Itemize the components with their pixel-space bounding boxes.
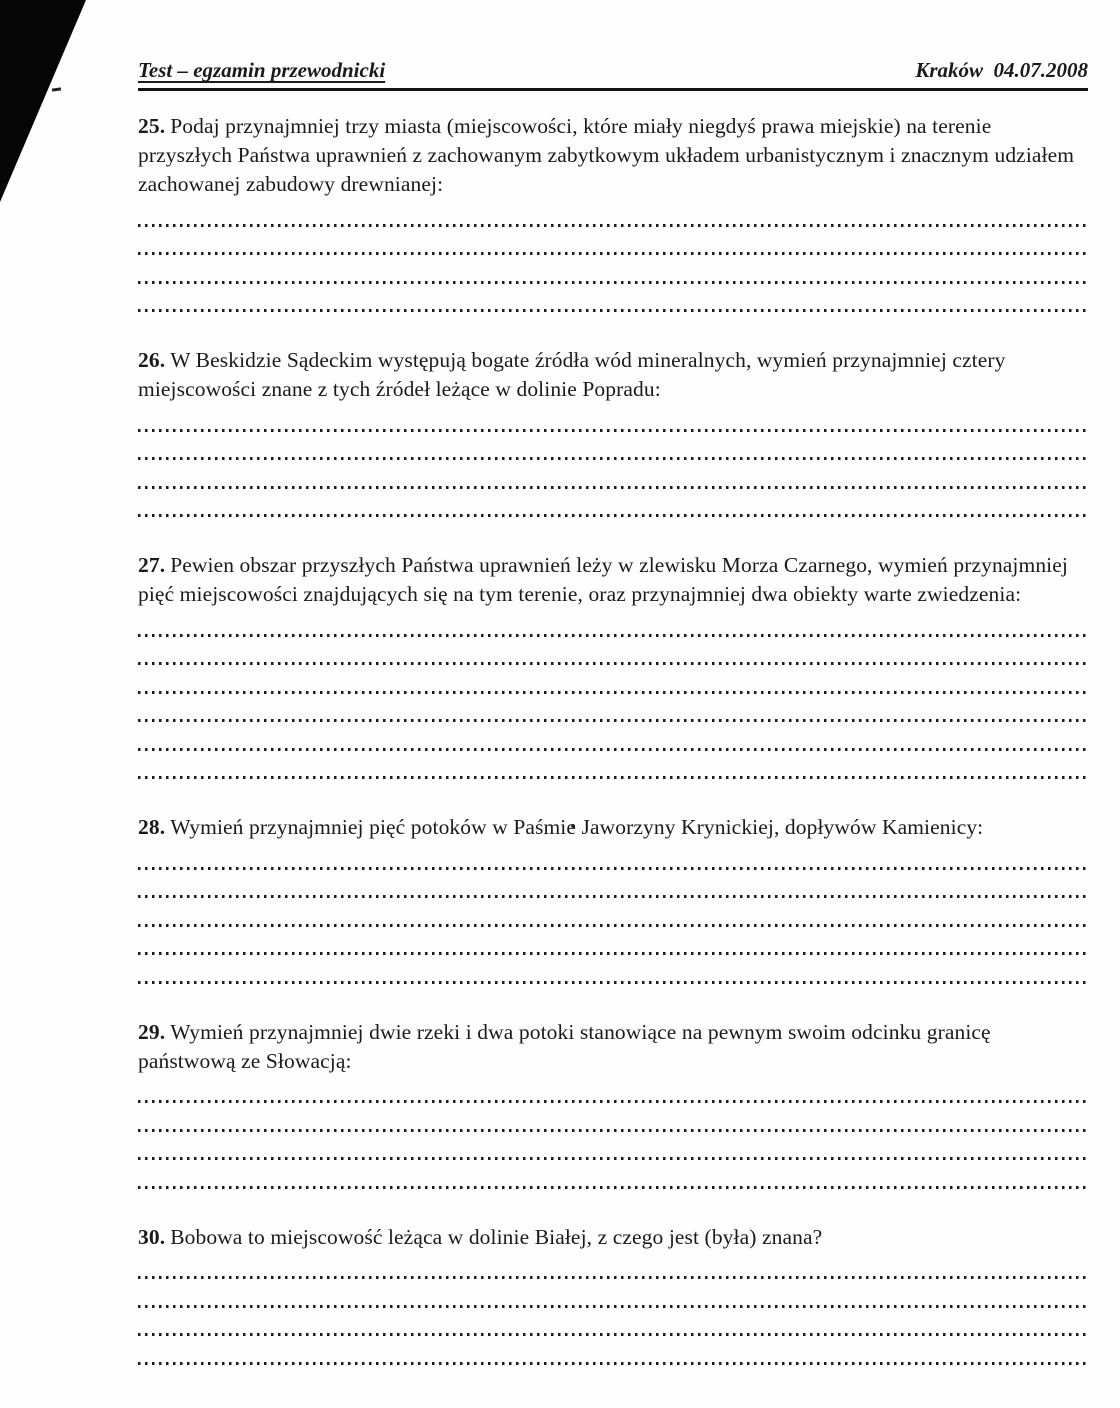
question-block: [138, 1223, 1088, 1367]
answer-line: [138, 462, 1088, 491]
question-body: Wymień przynajmniej pięć potoków w Paśmie Jaworzyny Krynickiej, dopływów Kamienicy:: [170, 815, 984, 839]
answer-lines: [138, 405, 1088, 519]
answer-line: [138, 724, 1088, 753]
answer-lines: [138, 610, 1088, 781]
answer-line: [138, 667, 1088, 696]
question-text: [138, 112, 1088, 199]
answer-line: [138, 257, 1088, 286]
question-body: W Beskidzie Sądeckim występują bogate źródła wód mineralnych, wymień przynajmniej cztery miejscowości znane z tych źródeł leżące w dolinie Popradu:: [138, 348, 1006, 401]
question-block: [138, 346, 1088, 519]
answer-line: [138, 696, 1088, 725]
answer-line: [138, 1077, 1088, 1106]
answer-line: [138, 929, 1088, 958]
question-number: 27.: [138, 553, 166, 577]
answer-line: [138, 1281, 1088, 1310]
question-text: [138, 346, 1088, 404]
question-body: Podaj przynajmniej trzy miasta (miejscowości, które miały niegdyś prawa miejskie) na terenie przyszłych Państwa uprawnień z zachowanym zabytkowym układem urbanistycznym i znacznym udziałem zachowanej zabudowy drewnianej:: [138, 114, 1075, 196]
page-content: [138, 58, 1088, 1399]
question-block: [138, 1018, 1088, 1191]
answer-line: [138, 1134, 1088, 1163]
answer-line: [138, 610, 1088, 639]
question-number: 29.: [138, 1019, 166, 1044]
answer-line: [138, 1162, 1088, 1191]
answer-line: [138, 200, 1088, 229]
answer-line: [138, 872, 1088, 901]
question-body: Wymień przynajmniej dwie rzeki i dwa potoki stanowiące na pewnym swoim odcinku granicę państwową ze Słowacją:: [138, 1019, 991, 1073]
answer-line: [138, 286, 1088, 315]
question-block: [138, 813, 1088, 986]
question-block: [138, 112, 1088, 314]
question-number: 30.: [138, 1224, 166, 1249]
answer-line: [138, 1310, 1088, 1339]
question-number: 28.: [138, 815, 166, 839]
answer-line: [138, 843, 1088, 872]
answer-line: [138, 1105, 1088, 1134]
answer-line: [138, 491, 1088, 520]
answer-line: [138, 1253, 1088, 1282]
answer-lines: [138, 843, 1088, 986]
answer-lines: [138, 1253, 1088, 1367]
question-block: [138, 551, 1088, 781]
document-date: Kraków 04.07.2008: [915, 58, 1088, 82]
answer-line: [138, 1338, 1088, 1367]
question-body: Bobowa to miejscowość leżąca w dolinie Białej, z czego jest (była) znana?: [170, 1224, 823, 1249]
question-text: [138, 1223, 1088, 1252]
questions-list: [138, 112, 1088, 1367]
answer-line: [138, 900, 1088, 929]
answer-line: [138, 753, 1088, 782]
question-text: [138, 813, 1088, 842]
answer-line: [138, 405, 1088, 434]
answer-line: [138, 229, 1088, 258]
question-number: 25.: [138, 114, 166, 138]
scan-corner-artifact: [0, 0, 86, 202]
answer-lines: [138, 1077, 1088, 1191]
question-text: [138, 1018, 1088, 1076]
answer-lines: [138, 200, 1088, 314]
page-header: [138, 58, 1088, 91]
question-body: Pewien obszar przyszłych Państwa uprawnień leży w zlewisku Morza Czarnego, wymień przynajmniej pięć miejscowości znajdujących się na tym terenie, oraz przynajmniej dwa obiekty warte zwiedzenia:: [138, 553, 1068, 606]
document-title: Test – egzamin przewodnicki: [138, 58, 386, 82]
answer-line: [138, 957, 1088, 986]
scan-speck: [52, 87, 61, 91]
answer-line: [138, 434, 1088, 463]
question-text: [138, 551, 1088, 609]
answer-line: [138, 639, 1088, 668]
question-number: 26.: [138, 348, 166, 372]
